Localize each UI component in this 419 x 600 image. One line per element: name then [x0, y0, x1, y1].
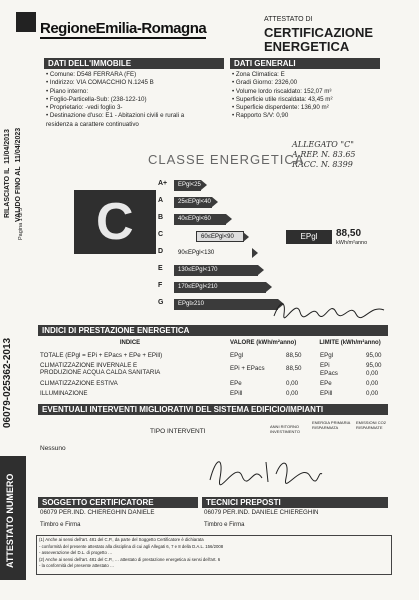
soggetto-name: 06079 PER.IND. CHIEREGHIN DANIELE — [40, 509, 155, 516]
immobile-line: • Destinazione d'uso: E1 - Abitazioni civili e rurali a — [46, 112, 185, 120]
signature-2 — [206, 452, 326, 488]
indice-limit: 0,00 — [366, 390, 379, 397]
indice-value: 0,00 — [286, 380, 299, 387]
region-logo-text: RegioneEmilia-Romagna — [40, 20, 207, 37]
scale-letter: F — [158, 282, 163, 289]
attestato-label: ATTESTATO DI — [264, 16, 313, 23]
footnote-line: - asseverazione del D.L. di progetto … — [39, 550, 113, 555]
energy-bar-a-plus: EPgl<25 — [174, 180, 201, 191]
immobile-line: • Foglio-Particella-Sub: (238-122-10) — [46, 95, 147, 103]
scale-letter: A — [158, 197, 164, 204]
ep-indicator — [286, 230, 332, 244]
page-number: Pagina 1 di 3 — [18, 207, 24, 240]
indice-limit: 0,00 — [366, 370, 379, 377]
energy-bar-c: 60≤EPgl<90 — [196, 231, 244, 242]
racc-number: RACC. N. 8399 — [292, 160, 353, 169]
interventi-col-tipo: TIPO INTERVENTI — [150, 428, 206, 435]
classe-title: CLASSE ENERGETICA — [148, 152, 305, 167]
scale-letter: G — [158, 299, 164, 306]
generali-line: • Gradi Giorno: 2326,00 — [232, 79, 298, 87]
signature-1 — [272, 294, 388, 324]
generali-details — [232, 71, 392, 121]
region-logo — [16, 12, 36, 32]
indice-name: CLIMATIZZAZIONE INVERNALE E — [40, 362, 138, 369]
indice-name: ILLUMINAZIONE — [40, 390, 88, 397]
immobile-line: • Comune: D548 FERRARA (FE) — [46, 71, 137, 78]
scale-letter: A+ — [158, 180, 168, 187]
energy-bar-e: 130≤EPgl<170 — [174, 265, 258, 276]
indici-row-estiva — [40, 380, 388, 390]
generali-line: • Superficie utile riscaldata: 43,45 m² — [232, 95, 333, 103]
footnote-line: - conformità del presente attestato alla disciplina di cui agli Allegati 6, 7 e 8 della D.A.L. 156/2008 — [39, 543, 224, 549]
energy-bar-f: 170≤EPgl<210 — [174, 282, 266, 293]
classe-big-letter: C — [96, 193, 134, 251]
indice-name-2: PRODUZIONE ACQUA CALDA SANITARIA — [40, 369, 161, 376]
indice-limit: 95,00 — [366, 362, 382, 369]
interventi-title: EVENTUALI INTERVENTI MIGLIORATIVI DEL SISTEMA EDIFICIO/IMPIANTI — [38, 404, 388, 415]
ep-unit: kWh/m²anno — [336, 240, 368, 246]
interventi-col-energia: ENERGIA PRIMARIA RISPARMIATA — [312, 420, 351, 430]
generali-line: • Superficie disperdente: 136,90 m² — [232, 104, 329, 112]
soggetto-timbro: Timbro e Firma — [40, 522, 81, 528]
allegato-label: ALLEGATO "C" — [292, 140, 354, 149]
indice-name: TOTALE (EPgl = EPi + EPacs + EPe + EPill) — [40, 352, 163, 359]
tecnici-title: TECNICI PREPOSTI — [202, 497, 388, 508]
indice-limit-sym: EPill — [320, 390, 333, 397]
immobile-line: • Proprietario: -vedi foglio 3- — [46, 104, 123, 112]
indice-sym: EPi + EPacs — [230, 365, 265, 372]
generali-title: DATI GENERALI — [230, 58, 380, 69]
indice-sym: EPe — [230, 380, 242, 387]
indici-table — [40, 340, 388, 346]
tecnici-timbro: Timbro e Firma — [204, 522, 245, 528]
indice-value: 88,50 — [286, 352, 302, 359]
indice-limit: 95,00 — [366, 352, 382, 359]
soggetto-title: SOGGETTO CERTIFICATORE — [38, 497, 198, 508]
scale-letter: B — [158, 214, 164, 221]
indice-limit-sym: EPgl — [320, 352, 334, 359]
generali-line: • Zona Climatica: E — [232, 71, 285, 78]
certificate-title-line1: CERTIFICAZIONE — [264, 25, 374, 40]
indici-row-totale — [40, 352, 388, 362]
energy-scale — [158, 178, 293, 313]
ep-value: 88,50 — [336, 228, 362, 239]
col-valore: VALORE (kWh/m²anno) — [230, 340, 297, 346]
generali-line: • Rapporto S/V: 0,90 — [232, 112, 289, 120]
footnotes — [36, 535, 392, 575]
indice-sym: EPill — [230, 390, 243, 397]
scale-letter: E — [158, 265, 163, 272]
scale-letter: D — [158, 248, 164, 255]
indice-value: 0,00 — [286, 390, 299, 397]
indice-sym: EPgl — [230, 352, 244, 359]
interventi-col-co2: EMISSIONI CO2 RISPARMIATE — [356, 420, 387, 430]
attestato-numero-label: ATTESTATO NUMERO — [5, 473, 15, 568]
indici-row-illuminazione — [40, 390, 388, 400]
certificate-code: 06079-025362-2013 — [2, 337, 13, 428]
indice-name: CLIMATIZZAZIONE ESTIVA — [40, 380, 118, 387]
immobile-line: • Indirizzo: VIA COMACCHIO N.1245 B — [46, 79, 154, 87]
indice-limit-sym: EPe — [320, 380, 332, 387]
indice-value: 88,50 — [286, 365, 302, 372]
interventi-col-anni: ANNI RITORNO INVESTIMENTO — [270, 424, 300, 434]
tecnici-name: 06079 PER.IND. DANIELE CHIEREGHIN — [204, 509, 319, 516]
indici-row-invernale — [40, 362, 388, 382]
energy-bar-a: 25≤EPgl<40 — [174, 197, 212, 208]
footnote-line: (1) Anche ai sensi dell'art. 481 del C.P., da parte del Soggetto Certificatore è dichiarata — [39, 537, 204, 542]
immobile-line: • Piano interno: — [46, 87, 89, 95]
footnote-line: (2) Anche ai sensi dell'art. 481 del C.P., … attestato di prestazione energetica ai sensi dell'art. 6 — [39, 556, 221, 562]
indici-title: INDICI DI PRESTAZIONE ENERGETICA — [38, 325, 388, 336]
col-limite: LIMITE (kWh/m²anno) — [319, 340, 381, 346]
energy-bar-g: EPgl≥210 — [174, 299, 278, 310]
scale-letter: C — [158, 231, 164, 238]
immobile-details — [46, 71, 226, 129]
col-indice: INDICE — [119, 340, 141, 346]
rep-number: A REP. N. 83.65 — [292, 150, 356, 159]
immobile-line: residenza a carattere continuativo — [46, 120, 139, 128]
rilasciato-label: RILASCIATO IL 11/04/2013 — [4, 129, 11, 218]
footnote-line: - la conformità del presente attestato … — [39, 563, 115, 568]
certificate-title-line2: ENERGETICA — [264, 39, 350, 54]
interventi-value: Nessuno — [40, 445, 66, 452]
indice-limit-sym: EPi — [320, 362, 330, 369]
valido-label: VALIDO FINO AL 11/04/2023 — [15, 127, 22, 222]
immobile-title: DATI DELL'IMMOBILE — [44, 58, 224, 69]
ep-indicator-label: EPgl — [300, 232, 318, 241]
indice-limit-sym: EPacs — [320, 370, 338, 377]
energy-bar-d: 90≤EPgl<130 — [174, 248, 252, 259]
generali-line: • Volume lordo riscaldato: 152,07 m³ — [232, 87, 332, 95]
energy-bar-b: 40≤EPgl<60 — [174, 214, 226, 225]
indice-limit: 0,00 — [366, 380, 379, 387]
